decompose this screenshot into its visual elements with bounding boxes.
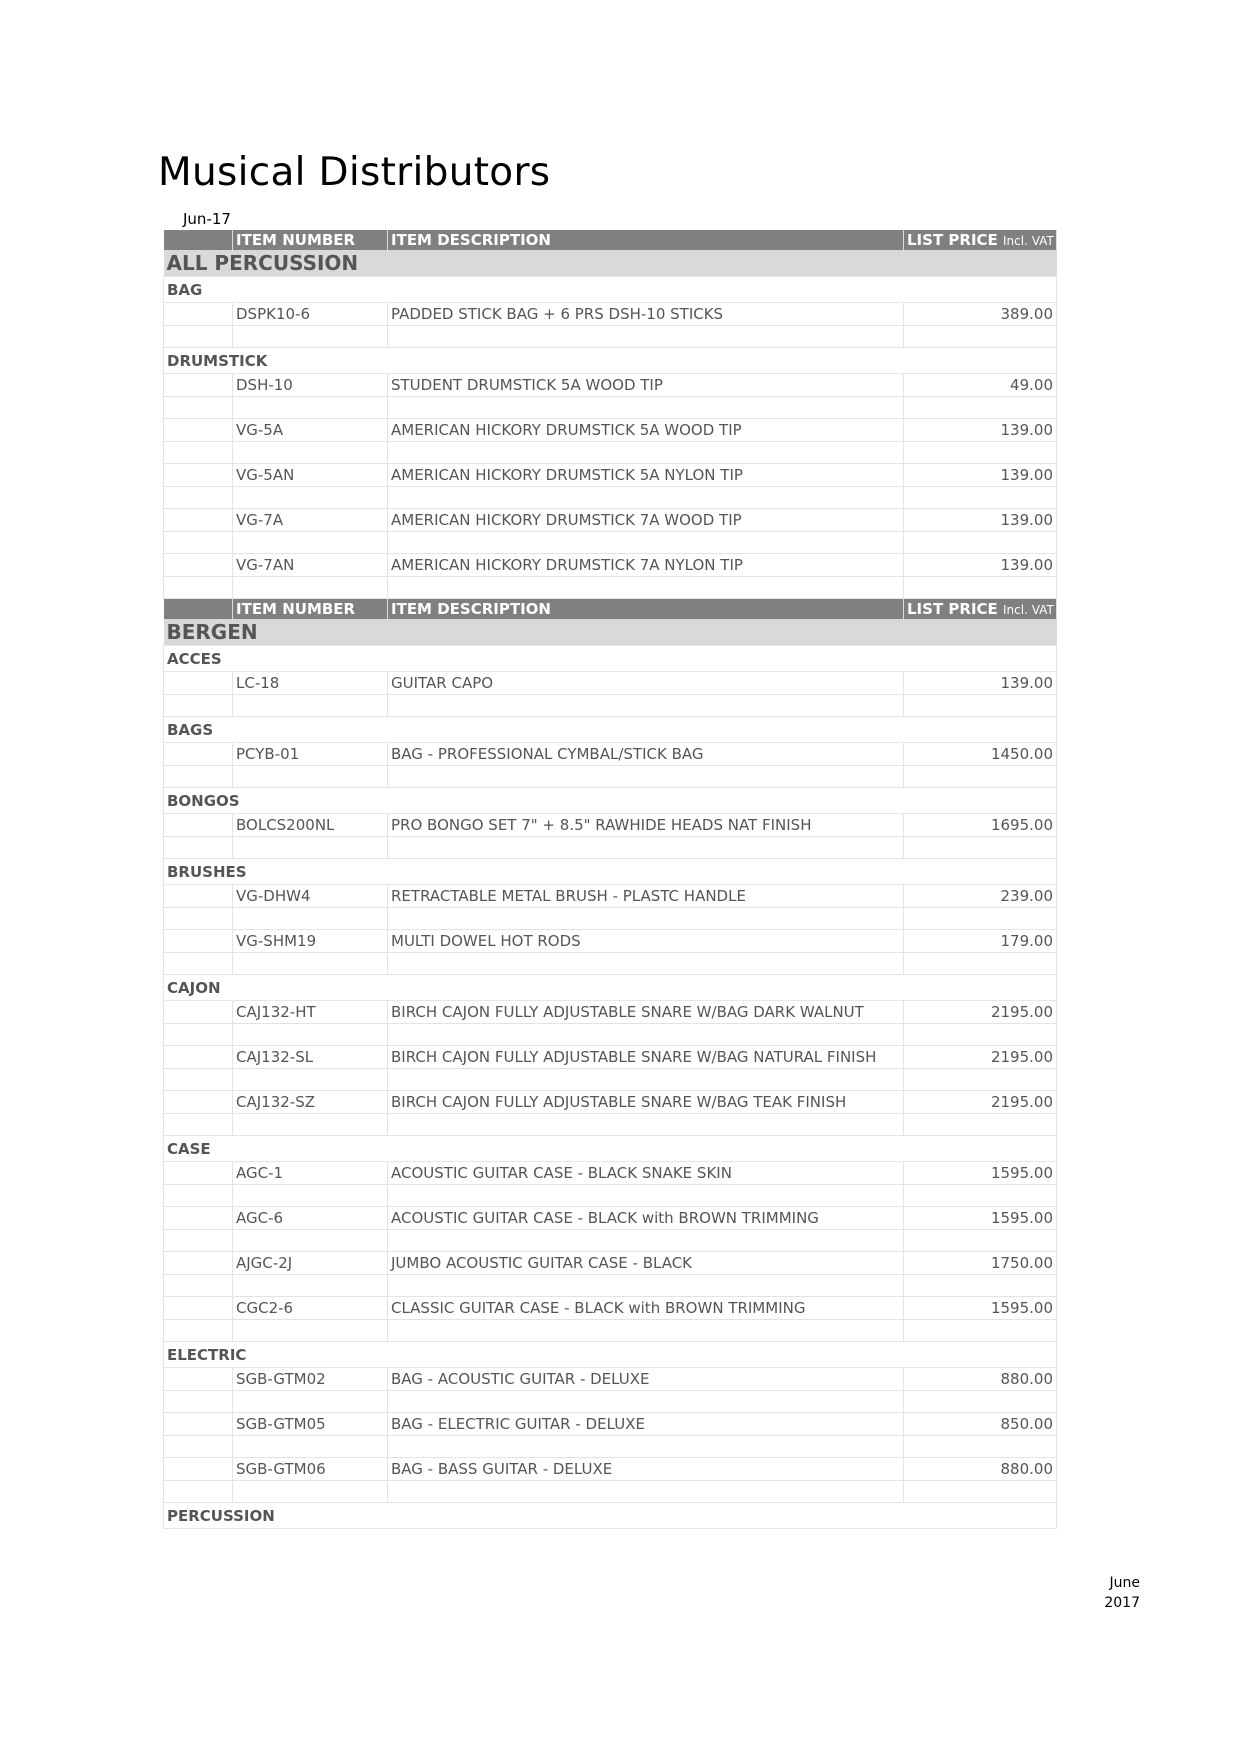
spacer-row <box>164 908 1057 930</box>
spacer-cell <box>164 908 233 930</box>
spacer-row <box>164 487 1057 509</box>
table-row <box>164 1297 1057 1320</box>
header-item-description: ITEM DESCRIPTION <box>388 599 904 620</box>
header-vat-note: Incl. VAT <box>1003 234 1054 248</box>
item-description: BAG - PROFESSIONAL CYMBAL/STICK BAG <box>388 743 904 766</box>
spacer-cell <box>233 1069 388 1091</box>
item-description: JUMBO ACOUSTIC GUITAR CASE - BLACK <box>388 1252 904 1275</box>
item-description: AMERICAN HICKORY DRUMSTICK 5A WOOD TIP <box>388 419 904 442</box>
item-number: VG-SHM19 <box>233 930 388 953</box>
table-row <box>164 814 1057 837</box>
spacer-cell <box>388 577 904 599</box>
spacer-cell <box>904 326 1057 348</box>
item-price: 880.00 <box>904 1368 1057 1391</box>
spacer-row <box>164 1391 1057 1413</box>
item-number: DSH-10 <box>233 374 388 397</box>
spacer-cell <box>904 487 1057 509</box>
spacer-cell <box>233 1114 388 1136</box>
spacer-cell <box>388 326 904 348</box>
item-price: 389.00 <box>904 303 1057 326</box>
table-row <box>164 509 1057 532</box>
category-name: ACCES <box>164 646 1057 672</box>
spacer-cell <box>164 442 233 464</box>
item-number: CAJ132-HT <box>233 1001 388 1024</box>
header-list-price <box>904 230 1057 250</box>
spacer-cell <box>233 1024 388 1046</box>
item-number: CGC2-6 <box>233 1297 388 1320</box>
spacer-cell <box>904 1391 1057 1413</box>
item-price: 239.00 <box>904 885 1057 908</box>
header-item-description: ITEM DESCRIPTION <box>388 230 904 250</box>
spacer-cell <box>164 1436 233 1458</box>
spacer-row <box>164 442 1057 464</box>
item-description: BAG - ELECTRIC GUITAR - DELUXE <box>388 1413 904 1436</box>
table-header-row <box>164 599 1057 620</box>
spacer-cell <box>904 1185 1057 1207</box>
spacer-cell <box>233 487 388 509</box>
item-number: VG-5A <box>233 419 388 442</box>
item-description: GUITAR CAPO <box>388 672 904 695</box>
row-indent-cell <box>164 509 233 532</box>
spacer-cell <box>904 532 1057 554</box>
spacer-cell <box>388 837 904 859</box>
item-description: BAG - BASS GUITAR - DELUXE <box>388 1458 904 1481</box>
row-indent-cell <box>164 303 233 326</box>
spacer-cell <box>904 908 1057 930</box>
spacer-cell <box>233 326 388 348</box>
item-price: 139.00 <box>904 419 1057 442</box>
spacer-row <box>164 1275 1057 1297</box>
category-name: CASE <box>164 1136 1057 1162</box>
item-price: 2195.00 <box>904 1001 1057 1024</box>
spacer-cell <box>904 766 1057 788</box>
category-row <box>164 788 1057 814</box>
spacer-row <box>164 1114 1057 1136</box>
spacer-cell <box>164 695 233 717</box>
category-name: ELECTRIC <box>164 1342 1057 1368</box>
spacer-cell <box>388 1275 904 1297</box>
item-price: 1595.00 <box>904 1162 1057 1185</box>
spacer-row <box>164 1481 1057 1503</box>
spacer-cell <box>904 397 1057 419</box>
spacer-cell <box>904 1436 1057 1458</box>
spacer-cell <box>233 1320 388 1342</box>
table-row <box>164 1413 1057 1436</box>
page-footer <box>1080 1573 1140 1613</box>
document-date: Jun-17 <box>183 210 231 228</box>
table-row <box>164 1162 1057 1185</box>
spacer-cell <box>233 766 388 788</box>
spacer-cell <box>904 1481 1057 1503</box>
spacer-cell <box>233 695 388 717</box>
item-price: 1595.00 <box>904 1297 1057 1320</box>
spacer-cell <box>164 953 233 975</box>
spacer-cell <box>904 1230 1057 1252</box>
spacer-cell <box>164 532 233 554</box>
item-price: 850.00 <box>904 1413 1057 1436</box>
row-indent-cell <box>164 1001 233 1024</box>
header-blank-cell <box>164 599 233 620</box>
spacer-cell <box>904 953 1057 975</box>
price-list-table <box>163 230 1056 1529</box>
spacer-cell <box>233 1391 388 1413</box>
spacer-cell <box>164 1481 233 1503</box>
spacer-cell <box>388 1481 904 1503</box>
row-indent-cell <box>164 1368 233 1391</box>
table-row <box>164 1252 1057 1275</box>
spacer-cell <box>233 1436 388 1458</box>
item-description: PRO BONGO SET 7" + 8.5" RAWHIDE HEADS NAT FINISH <box>388 814 904 837</box>
row-indent-cell <box>164 374 233 397</box>
item-number: SGB-GTM02 <box>233 1368 388 1391</box>
item-description: ACOUSTIC GUITAR CASE - BLACK SNAKE SKIN <box>388 1162 904 1185</box>
spacer-cell <box>904 1024 1057 1046</box>
category-row <box>164 646 1057 672</box>
table-row <box>164 930 1057 953</box>
spacer-cell <box>164 1024 233 1046</box>
spacer-row <box>164 695 1057 717</box>
item-number: SGB-GTM06 <box>233 1458 388 1481</box>
item-price: 880.00 <box>904 1458 1057 1481</box>
category-name: PERCUSSION <box>164 1503 1057 1529</box>
header-list-price-label: LIST PRICE <box>907 600 998 618</box>
spacer-cell <box>388 695 904 717</box>
spacer-cell <box>904 577 1057 599</box>
spacer-cell <box>388 1320 904 1342</box>
item-description: MULTI DOWEL HOT RODS <box>388 930 904 953</box>
spacer-cell <box>388 953 904 975</box>
item-description: STUDENT DRUMSTICK 5A WOOD TIP <box>388 374 904 397</box>
item-price: 179.00 <box>904 930 1057 953</box>
spacer-cell <box>904 1320 1057 1342</box>
header-list-price <box>904 599 1057 620</box>
spacer-cell <box>388 1391 904 1413</box>
spacer-cell <box>164 1114 233 1136</box>
spacer-cell <box>388 1114 904 1136</box>
item-description: RETRACTABLE METAL BRUSH - PLASTC HANDLE <box>388 885 904 908</box>
spacer-row <box>164 837 1057 859</box>
item-price: 1450.00 <box>904 743 1057 766</box>
spacer-cell <box>164 397 233 419</box>
page-title: Musical Distributors <box>158 150 551 195</box>
row-indent-cell <box>164 743 233 766</box>
item-price: 49.00 <box>904 374 1057 397</box>
spacer-cell <box>233 1481 388 1503</box>
section-name: ALL PERCUSSION <box>164 250 1057 277</box>
spacer-cell <box>388 1024 904 1046</box>
item-price: 139.00 <box>904 464 1057 487</box>
spacer-cell <box>388 1436 904 1458</box>
spacer-row <box>164 326 1057 348</box>
category-row <box>164 1503 1057 1529</box>
table-row <box>164 1046 1057 1069</box>
spacer-cell <box>233 577 388 599</box>
item-number: CAJ132-SZ <box>233 1091 388 1114</box>
spacer-cell <box>388 1185 904 1207</box>
spacer-cell <box>388 1069 904 1091</box>
spacer-row <box>164 1069 1057 1091</box>
table-row <box>164 554 1057 577</box>
spacer-cell <box>164 1391 233 1413</box>
spacer-row <box>164 1436 1057 1458</box>
item-price: 1595.00 <box>904 1207 1057 1230</box>
item-description: BAG - ACOUSTIC GUITAR - DELUXE <box>388 1368 904 1391</box>
category-name: CAJON <box>164 975 1057 1001</box>
spacer-cell <box>388 766 904 788</box>
row-indent-cell <box>164 1091 233 1114</box>
row-indent-cell <box>164 464 233 487</box>
item-description: PADDED STICK BAG + 6 PRS DSH-10 STICKS <box>388 303 904 326</box>
spacer-cell <box>164 326 233 348</box>
row-indent-cell <box>164 1046 233 1069</box>
row-indent-cell <box>164 672 233 695</box>
row-indent-cell <box>164 419 233 442</box>
table-row <box>164 464 1057 487</box>
item-description: ACOUSTIC GUITAR CASE - BLACK with BROWN TRIMMING <box>388 1207 904 1230</box>
item-description: BIRCH CAJON FULLY ADJUSTABLE SNARE W/BAG TEAK FINISH <box>388 1091 904 1114</box>
spacer-cell <box>904 1114 1057 1136</box>
item-description: AMERICAN HICKORY DRUMSTICK 5A NYLON TIP <box>388 464 904 487</box>
item-number: AGC-6 <box>233 1207 388 1230</box>
spacer-row <box>164 1024 1057 1046</box>
spacer-cell <box>904 442 1057 464</box>
spacer-cell <box>388 908 904 930</box>
category-name: DRUMSTICK <box>164 348 1057 374</box>
footer-year: 2017 <box>1104 1595 1140 1611</box>
table-row <box>164 1091 1057 1114</box>
spacer-cell <box>904 695 1057 717</box>
item-description: AMERICAN HICKORY DRUMSTICK 7A WOOD TIP <box>388 509 904 532</box>
item-number: DSPK10-6 <box>233 303 388 326</box>
header-blank-cell <box>164 230 233 250</box>
spacer-row <box>164 397 1057 419</box>
table-row <box>164 1207 1057 1230</box>
spacer-row <box>164 953 1057 975</box>
row-indent-cell <box>164 1458 233 1481</box>
spacer-cell <box>904 1069 1057 1091</box>
item-number: BOLCS200NL <box>233 814 388 837</box>
section-row <box>164 619 1057 646</box>
table-header-row <box>164 230 1057 250</box>
row-indent-cell <box>164 814 233 837</box>
section-row <box>164 250 1057 277</box>
header-list-price-label: LIST PRICE <box>907 231 998 249</box>
item-number: VG-7AN <box>233 554 388 577</box>
item-price: 139.00 <box>904 509 1057 532</box>
spacer-cell <box>233 908 388 930</box>
spacer-cell <box>164 1320 233 1342</box>
spacer-cell <box>388 1230 904 1252</box>
row-indent-cell <box>164 1162 233 1185</box>
category-row <box>164 348 1057 374</box>
spacer-cell <box>388 442 904 464</box>
spacer-cell <box>388 397 904 419</box>
spacer-row <box>164 1185 1057 1207</box>
category-name: BONGOS <box>164 788 1057 814</box>
row-indent-cell <box>164 1207 233 1230</box>
spacer-cell <box>904 837 1057 859</box>
item-description: CLASSIC GUITAR CASE - BLACK with BROWN TRIMMING <box>388 1297 904 1320</box>
spacer-cell <box>164 1230 233 1252</box>
table-row <box>164 1458 1057 1481</box>
spacer-cell <box>164 837 233 859</box>
table-row <box>164 303 1057 326</box>
spacer-row <box>164 766 1057 788</box>
spacer-cell <box>164 1069 233 1091</box>
spacer-cell <box>164 1275 233 1297</box>
spacer-cell <box>233 1185 388 1207</box>
item-description: BIRCH CAJON FULLY ADJUSTABLE SNARE W/BAG DARK WALNUT <box>388 1001 904 1024</box>
item-number: VG-5AN <box>233 464 388 487</box>
spacer-cell <box>233 397 388 419</box>
item-description: AMERICAN HICKORY DRUMSTICK 7A NYLON TIP <box>388 554 904 577</box>
item-price: 2195.00 <box>904 1091 1057 1114</box>
spacer-cell <box>388 532 904 554</box>
item-number: VG-DHW4 <box>233 885 388 908</box>
category-row <box>164 1342 1057 1368</box>
item-number: AJGC-2J <box>233 1252 388 1275</box>
row-indent-cell <box>164 885 233 908</box>
spacer-cell <box>233 953 388 975</box>
spacer-row <box>164 1230 1057 1252</box>
spacer-cell <box>388 487 904 509</box>
table-row <box>164 1001 1057 1024</box>
row-indent-cell <box>164 1252 233 1275</box>
footer-month: June <box>1109 1575 1140 1591</box>
spacer-cell <box>164 1185 233 1207</box>
spacer-cell <box>164 577 233 599</box>
spacer-cell <box>164 766 233 788</box>
item-description: BIRCH CAJON FULLY ADJUSTABLE SNARE W/BAG NATURAL FINISH <box>388 1046 904 1069</box>
item-price: 2195.00 <box>904 1046 1057 1069</box>
item-price: 1695.00 <box>904 814 1057 837</box>
table-row <box>164 885 1057 908</box>
item-number: LC-18 <box>233 672 388 695</box>
item-number: CAJ132-SL <box>233 1046 388 1069</box>
spacer-cell <box>233 837 388 859</box>
item-price: 139.00 <box>904 554 1057 577</box>
spacer-cell <box>904 1275 1057 1297</box>
row-indent-cell <box>164 1297 233 1320</box>
table-row <box>164 419 1057 442</box>
header-item-number: ITEM NUMBER <box>233 599 388 620</box>
section-name: BERGEN <box>164 619 1057 646</box>
category-name: BAGS <box>164 717 1057 743</box>
item-price: 1750.00 <box>904 1252 1057 1275</box>
category-row <box>164 717 1057 743</box>
row-indent-cell <box>164 1413 233 1436</box>
header-item-number: ITEM NUMBER <box>233 230 388 250</box>
item-number: PCYB-01 <box>233 743 388 766</box>
header-vat-note: Incl. VAT <box>1003 603 1054 617</box>
spacer-cell <box>233 532 388 554</box>
table-row <box>164 743 1057 766</box>
spacer-row <box>164 532 1057 554</box>
spacer-cell <box>233 442 388 464</box>
category-row <box>164 277 1057 303</box>
spacer-row <box>164 577 1057 599</box>
row-indent-cell <box>164 930 233 953</box>
spacer-cell <box>233 1275 388 1297</box>
table-row <box>164 374 1057 397</box>
table-row <box>164 1368 1057 1391</box>
category-row <box>164 975 1057 1001</box>
spacer-cell <box>233 1230 388 1252</box>
table-row <box>164 672 1057 695</box>
item-number: AGC-1 <box>233 1162 388 1185</box>
category-row <box>164 859 1057 885</box>
category-row <box>164 1136 1057 1162</box>
category-name: BAG <box>164 277 1057 303</box>
item-number: SGB-GTM05 <box>233 1413 388 1436</box>
item-number: VG-7A <box>233 509 388 532</box>
item-price: 139.00 <box>904 672 1057 695</box>
row-indent-cell <box>164 554 233 577</box>
spacer-cell <box>164 487 233 509</box>
spacer-row <box>164 1320 1057 1342</box>
category-name: BRUSHES <box>164 859 1057 885</box>
